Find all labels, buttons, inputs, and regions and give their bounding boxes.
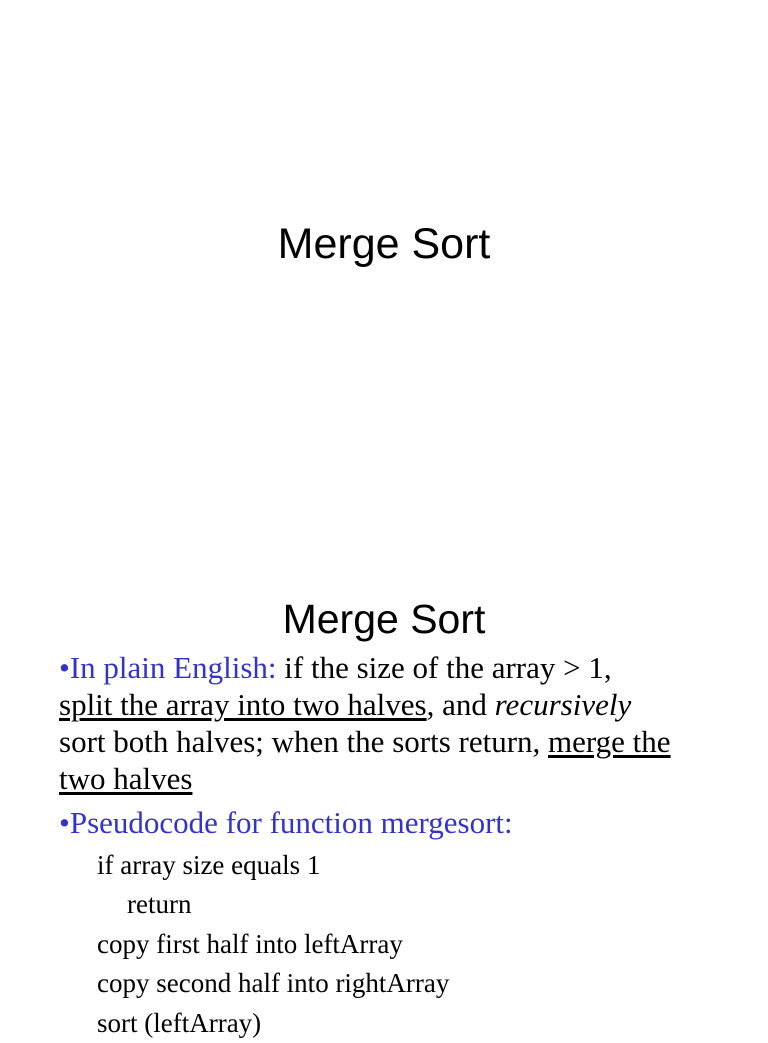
bullet-marker: • <box>59 805 70 840</box>
slide-2-title: Merge Sort <box>282 596 486 642</box>
slide-2 <box>0 580 768 1038</box>
bullet-text: , and <box>426 687 495 722</box>
bullet-plain-english <box>59 649 719 797</box>
code-line: if array size equals 1 <box>97 850 321 880</box>
bullet-pseudocode <box>59 804 719 841</box>
italic-phrase: recursively <box>494 687 632 722</box>
underlined-phrase: split the array into two halves <box>59 687 427 722</box>
code-line: copy second half into rightArray <box>97 968 450 998</box>
code-line: sort (leftArray) <box>97 1008 262 1038</box>
bullet-lead: Pseudocode for function mergesort: <box>69 805 513 840</box>
bullet-lead: In plain English: <box>69 650 277 685</box>
code-line: copy first half into leftArray <box>97 929 403 959</box>
bullet-marker: • <box>59 650 70 685</box>
underlined-phrase: merge the two halves <box>59 724 671 796</box>
code-line: return <box>127 889 192 919</box>
slide-1-title: Merge Sort <box>277 220 491 268</box>
bullet-text: if the size of the array > 1, <box>276 650 612 685</box>
bullet-text: sort both halves; when the sorts return, <box>59 724 549 759</box>
